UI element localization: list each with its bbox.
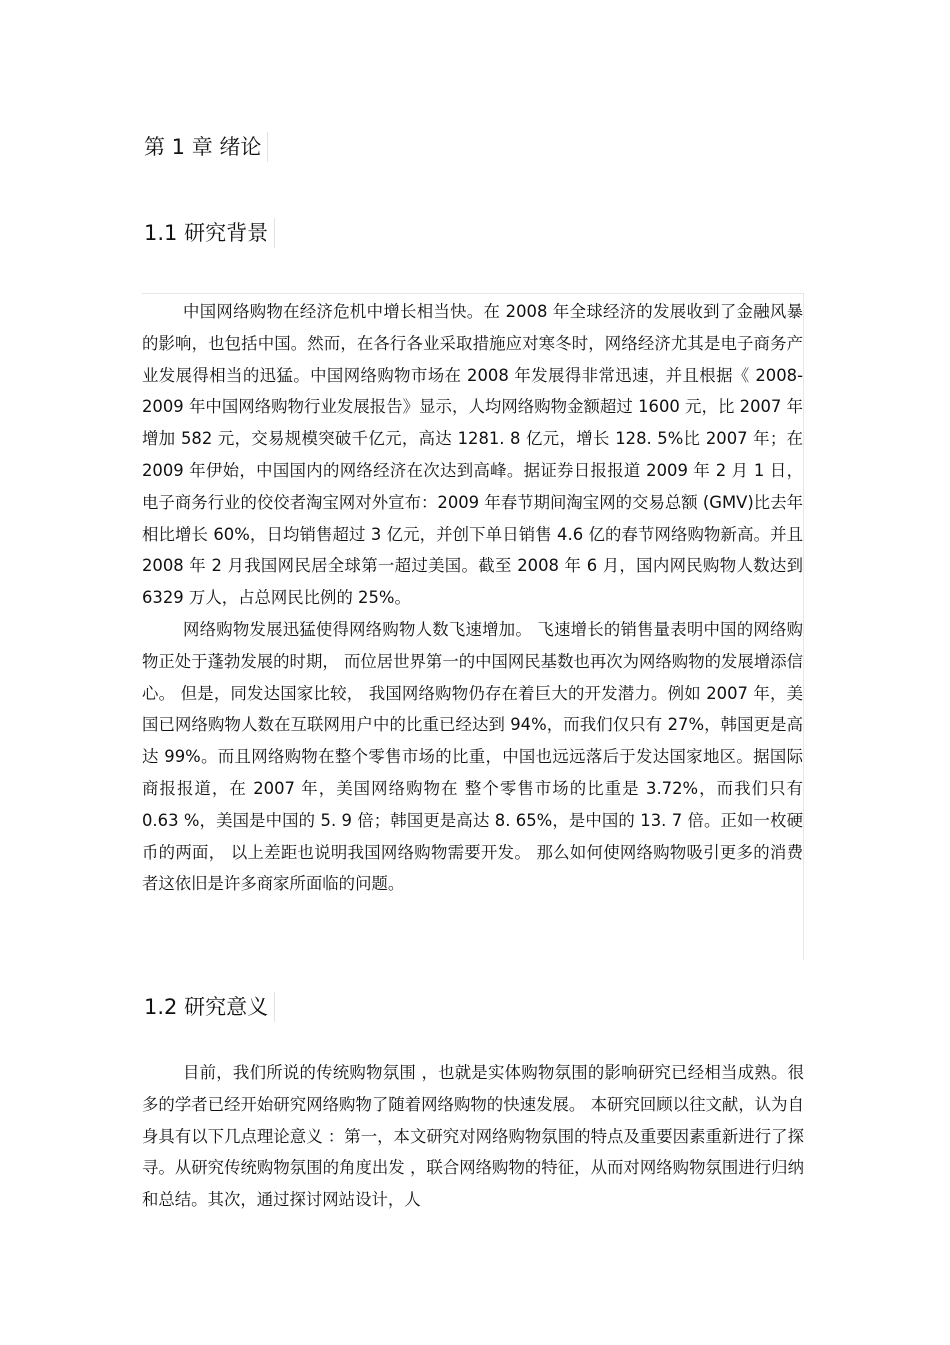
section-1-2-body — [142, 1057, 804, 1216]
section-heading-1-2: 1.2 研究意义 — [144, 992, 275, 1022]
section-heading-1-1: 1.1 研究背景 — [144, 218, 275, 248]
paragraph: 网络购物发展迅猛使得网络购物人数飞速增加。 飞速增长的销售量表明中国的网络购物正处于蓬勃发展的时期， 而位居世界第一的中国网民基数也再次为网络购物的发展增添信心。 但是，同发达国家比较， 我国网络购物仍存在着巨大的开发潜力。例如 2007 年，美国已网络购物人数在互联网用户中的比重已经达到 94%，而我们仅只有 27%，韩国更是高达 99%。而且网络购物在整个零售市场的比重，中国也远远落后于发达国家地区。据国际商报报道，在 2007 年，美国网络购物在 整个零售市场的比重是 3.72%，而我们只有 0.63 %，美国是中国的 5. 9 倍；韩国更是高达 8. 65%，是中国的 13. 7 倍。正如一枚硬币的两面， 以上差距也说明我国网络购物需要开发。 那么如何使网络购物吸引更多的消费者这依旧是许多商家所面临的问题。 — [142, 619, 803, 894]
section-1-1-body — [142, 293, 804, 960]
paragraph: 中国网络购物在经济危机中增长相当快。在 2008 年全球经济的发展收到了金融风暴的影响，也包括中国。然而，在各行各业采取措施应对寒冬时，网络经济尤其是电子商务产业发展得相当的迅猛。中国网络购物市场在 2008 年发展得非常迅速，并且根据《 2008-2009 年中国网络购物行业发展报告》显示，人均网络购物金额超过 1600 元，比 2007 年增加 582 元，交易规模突破千亿元，高达 1281. 8 亿元，增长 128. 5%比 2007 年；在 2009 年伊始，中国国内的网络经济在次达到高峰。据证券日报报道 2009 年 2 月 1 日，电子商务行业的佼佼者淘宝网对外宣布：2009 年春节期间淘宝网的交易总额 (GMV)比去年相比增长 60%，日均销售超过 3 亿元，并创下单日销售 4.6 亿的春节网络购物新高。并且 2008 年 2 月我国网民居全球第一超过美国。截至 2008 年 6 月，国内网民购物人数达到 6329 万人，占总网民比例的 25%。 — [142, 302, 803, 608]
paragraph: 目前，我们所说的传统购物氛围 ，也就是实体购物氛围的影响研究已经相当成熟。很多的学者已经开始研究网络购物了随着网络购物的快速发展。 本研究回顾以往文献，认为自身具有以下几点理论意义 ：第一，本文研究对网络购物氛围的特点及重要因素重新进行了探寻。从研究传统购物氛围的角度出发 ，联合网络购物的特征，从而对网络购物氛围进行归纳和总结。其次，通过探讨网站设计，人 — [142, 1063, 804, 1210]
chapter-title: 第 1 章 绪论 — [144, 132, 268, 162]
